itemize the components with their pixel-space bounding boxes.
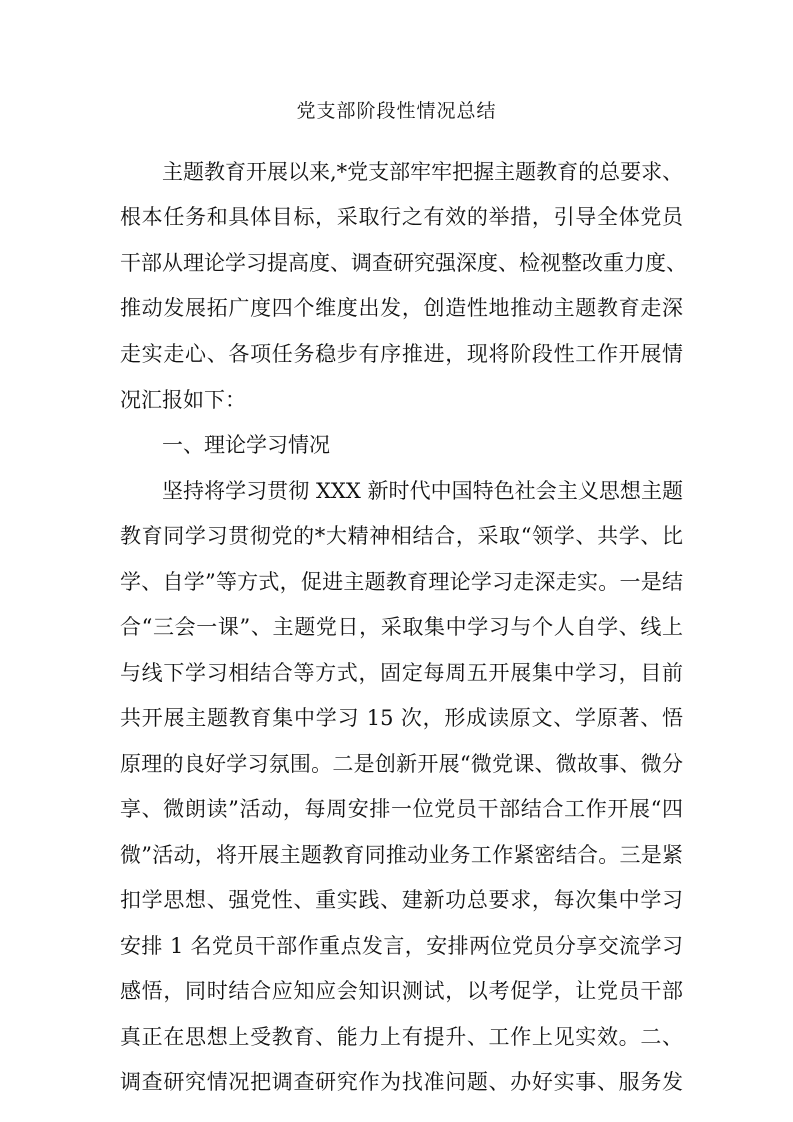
- paragraph1-line: 主题教育开展以来,*党支部牢牢把握主题教育的总要求、: [162, 160, 684, 184]
- paragraph1-line: 推动发展拓广度四个维度出发，创造性地推动主题教育走深: [120, 296, 683, 320]
- paragraph2-line: 扣学思想、强党性、重实践、建新功总要求，每次集中学习: [120, 888, 683, 912]
- paragraph2-line: 享、微朗读”活动，每周安排一位党员干部结合工作开展“四: [120, 797, 683, 821]
- paragraph1-line: 况汇报如下：: [120, 388, 246, 412]
- paragraph2-line: 坚持将学习贯彻 XXX 新时代中国特色社会主义思想主题: [162, 479, 683, 503]
- paragraph1-line: 干部从理论学习提高度、调查研究强深度、检视整改重力度、: [120, 251, 687, 275]
- section-heading: 一、理论学习情况: [162, 433, 330, 457]
- paragraph2-line: 感悟，同时结合应知应会知识测试，以考促学，让党员干部: [120, 979, 683, 1003]
- paragraph2-line: 共开展主题教育集中学习 15 次，形成读原文、学原著、悟: [120, 706, 683, 730]
- paragraph2-line: 真正在思想上受教育、能力上有提升、工作上见实效。二、: [120, 1025, 683, 1049]
- paragraph2-line: 与线下学习相结合等方式，固定每周五开展集中学习，目前: [120, 661, 683, 685]
- paragraph1-line: 根本任务和具体目标，采取行之有效的举措，引导全体党员: [120, 205, 683, 229]
- document-title: 党支部阶段性情况总结: [296, 100, 497, 122]
- paragraph2-line: 合“三会一课”、主题党日，采取集中学习与个人自学、线上: [120, 615, 683, 639]
- paragraph2-line: 学、自学”等方式，促进主题教育理论学习走深走实。一是结: [120, 570, 683, 594]
- paragraph2-line: 教育同学习贯彻党的*大精神相结合，采取“领学、共学、比: [120, 524, 683, 548]
- paragraph1-line: 走实走心、各项任务稳步有序推进，现将阶段性工作开展情: [120, 342, 683, 366]
- paragraph2-line: 微”活动，将开展主题教育同推动业务工作紧密结合。三是紧: [120, 843, 683, 867]
- paragraph2-line: 原理的良好学习氛围。二是创新开展“微党课、微故事、微分: [120, 752, 683, 776]
- paragraph2-line: 安排 1 名党员干部作重点发言，安排两位党员分享交流学习: [120, 934, 683, 958]
- paragraph2-line: 调查研究情况把调查研究作为找准问题、办好实事、服务发: [120, 1070, 683, 1094]
